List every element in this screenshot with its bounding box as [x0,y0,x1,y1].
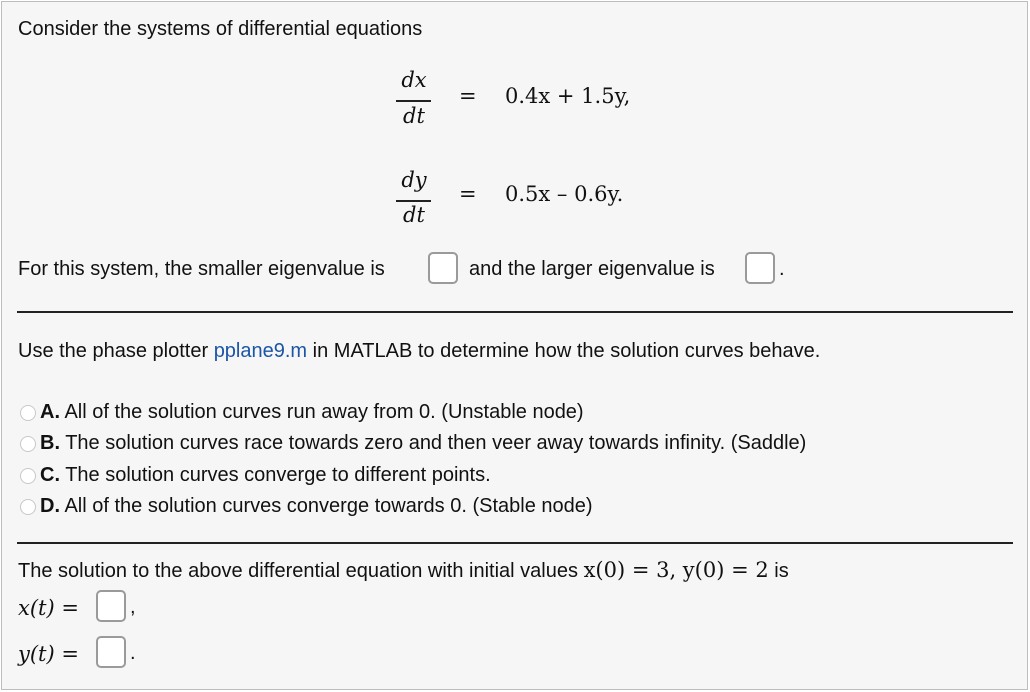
option-c-text: The solution curves converge to different points. [65,464,491,486]
option-d-letter: D. [40,495,60,517]
larger-eigenvalue-input[interactable] [745,252,775,284]
divider-1 [17,311,1013,313]
x-of-t-comma: , [130,596,136,618]
solution-suffix: is [774,560,789,582]
option-b-radio[interactable] [20,436,36,452]
option-a-radio[interactable] [20,405,36,421]
intro-text: Consider the systems of differential equations [18,18,423,40]
option-d[interactable] [40,495,593,518]
option-c-letter: C. [40,464,60,486]
phase-prefix: Use the phase plotter [18,340,209,362]
y-of-t-label: y(t) = [18,642,79,666]
eq1-rhs: 0.4x + 1.5y, [505,84,631,108]
eq1-equals: = [459,84,477,108]
eigen-middle: and the larger eigenvalue is [469,258,715,280]
option-a[interactable] [40,401,584,424]
solution-text [18,558,789,583]
phase-text [18,340,820,363]
eq2-equals: = [459,182,477,206]
eq2-rhs: 0.5x – 0.6y. [505,182,624,206]
option-a-text: All of the solution curves run away from 0. (Unstable node) [64,401,584,423]
x-of-t-input[interactable] [96,590,126,622]
pplane-link[interactable]: pplane9.m [213,340,308,362]
eq1-denominator: dt [403,104,425,128]
y-of-t-period: . [130,642,136,664]
option-b-letter: B. [40,432,60,454]
eq1-fraction-bar [396,100,431,102]
x-of-t-label: x(t) = [18,596,79,620]
option-a-letter: A. [40,401,60,423]
option-c-radio[interactable] [20,468,36,484]
y-of-t-input[interactable] [96,636,126,668]
eq2-numerator: dy [401,168,427,192]
divider-2 [17,542,1013,544]
eigen-suffix: . [779,258,785,280]
option-d-radio[interactable] [20,499,36,515]
option-d-text: All of the solution curves converge towards 0. (Stable node) [64,495,593,517]
eigen-prefix: For this system, the smaller eigenvalue is [18,258,385,280]
eq2-fraction-bar [396,200,431,202]
eq2-denominator: dt [403,203,425,227]
phase-suffix: in MATLAB to determine how the solution curves behave. [312,340,821,362]
option-c[interactable] [40,464,491,487]
solution-prefix: The solution to the above differential equation with initial values [18,560,578,582]
initial-conditions: x(0) = 3, y(0) = 2 [583,558,769,582]
smaller-eigenvalue-input[interactable] [428,252,458,284]
option-b[interactable] [40,432,806,455]
eq1-numerator: dx [401,68,427,92]
option-b-text: The solution curves race towards zero and then veer away towards infinity. (Saddle) [65,432,807,454]
